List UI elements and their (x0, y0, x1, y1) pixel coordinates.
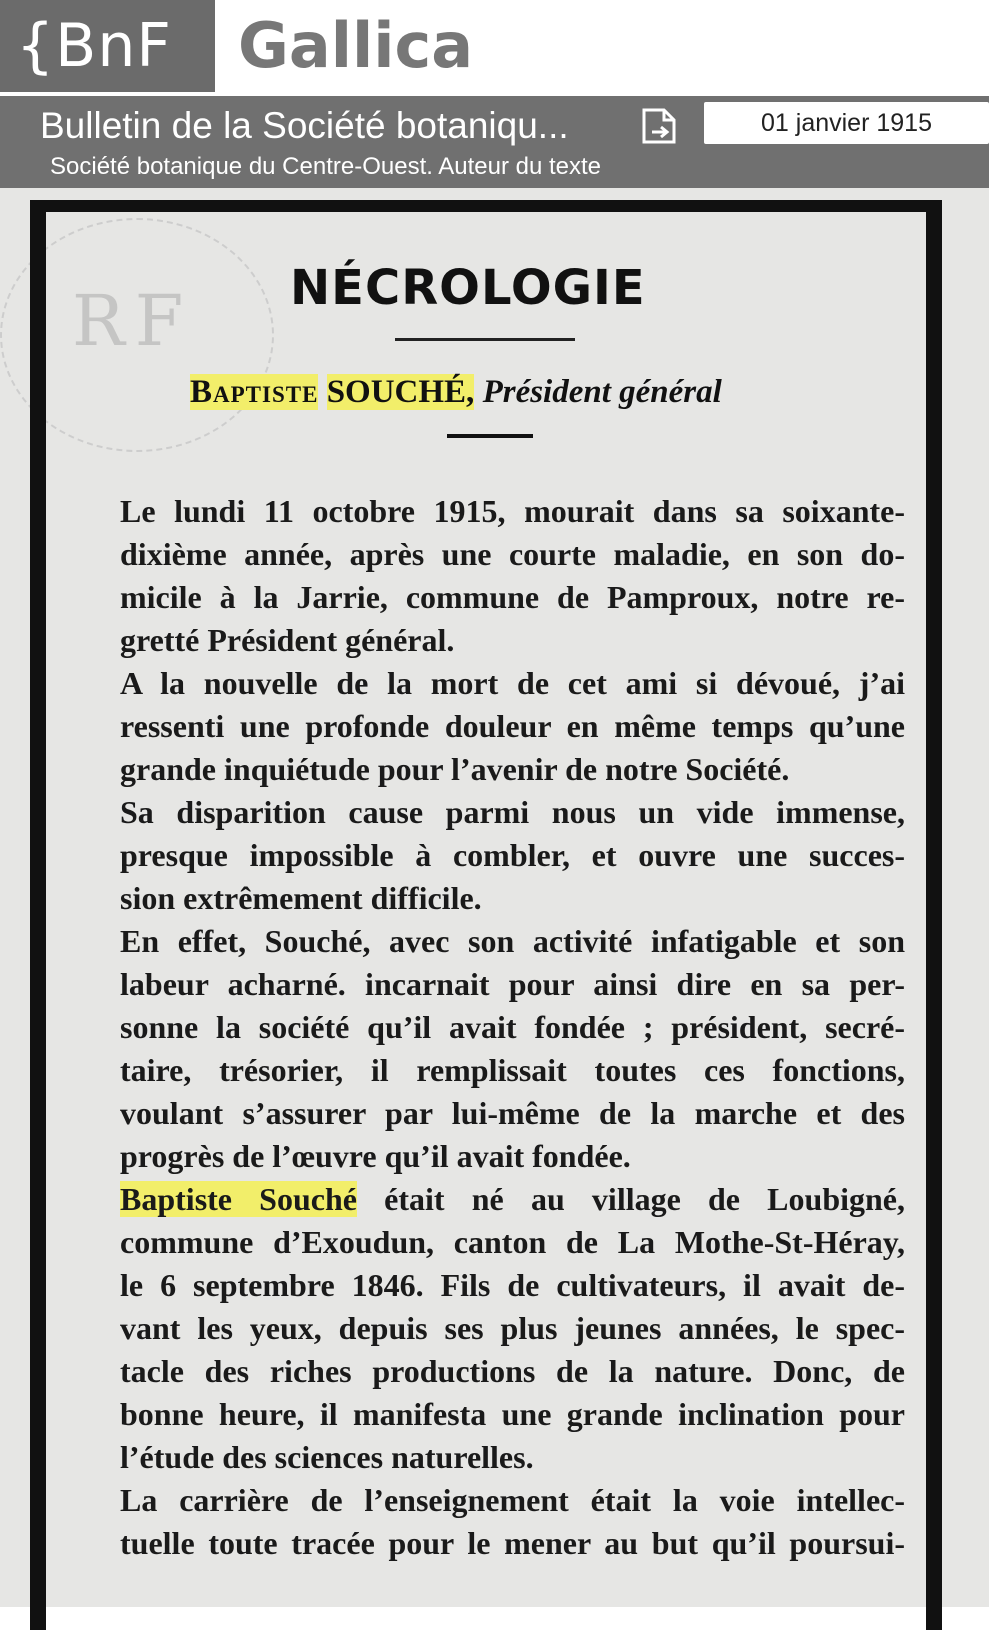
text-line: dixième année, après une courte maladie, en son do- (120, 536, 905, 572)
text-line: presque impossible à combler, et ouvre une succes- (120, 837, 905, 873)
text-line: micile à la Jarrie, commune de Pamproux, notre re- (120, 579, 905, 615)
text-line: Sa disparition cause parmi nous un vide immense, (120, 794, 905, 830)
gallica-logo[interactable]: Gallica (238, 9, 474, 82)
article-body (90, 490, 905, 1565)
text-line: Le lundi 11 octobre 1915, mourait dans sa soixante- (120, 493, 905, 529)
byline-role: Président général (482, 374, 722, 410)
text-line: le 6 septembre 1846. Fils de cultivateurs, il avait de- (120, 1267, 905, 1303)
paragraph (90, 920, 905, 1178)
byline-rule (447, 434, 533, 438)
text-line: voulant s’assurer par lui-même de la marche et des (120, 1095, 905, 1131)
text-line: vant les yeux, depuis ses plus jeunes années, le spec- (120, 1310, 905, 1346)
text-line: gretté Président général. (120, 622, 455, 658)
text-line: La carrière de l’enseignement était la voie intellec- (120, 1482, 905, 1518)
share-page-icon (636, 102, 684, 150)
text-line: tuelle toute tracée pour le mener au but qu’il poursui- (120, 1525, 905, 1561)
text-line: labeur acharné. incarnait pour ainsi dire en sa per- (120, 966, 905, 1002)
stamp-mark: RF (72, 280, 194, 362)
paragraph (90, 1178, 905, 1479)
text-line: commune d’Exoudun, canton de La Mothe-St-Héray, (120, 1224, 905, 1260)
byline-first-name: Baptiste (190, 374, 319, 410)
document-author: Société botanique du Centre-Ouest. Auteur du texte (50, 153, 602, 180)
brand-bar (0, 0, 989, 92)
text-line: Baptiste Souché était né au village de Loubigné, (120, 1181, 906, 1217)
heading-rule (395, 338, 575, 341)
share-page-button[interactable] (636, 102, 684, 150)
text-line: bonne heure, il manifesta une grande inclination pour (120, 1396, 905, 1432)
bnf-logo[interactable]: {BnF (0, 0, 215, 92)
byline-last-name: SOUCHÉ, (326, 374, 475, 410)
text-line: ressenti une profonde douleur en même temps qu’une (120, 708, 905, 744)
paragraph (90, 791, 905, 920)
text-line: A la nouvelle de la mort de cet ami si dévoué, j’ai (120, 665, 905, 701)
text-line: grande inquiétude pour l’avenir de notre Société. (120, 751, 790, 787)
text-line: sonne la société qu’il avait fondée ; président, secré- (120, 1009, 905, 1045)
document-date[interactable]: 01 janvier 1915 (704, 102, 989, 144)
text-line: taire, trésorier, il remplissait toutes ces fonctions, (120, 1052, 905, 1088)
page-heading: NÉCROLOGIE (290, 260, 646, 316)
paragraph (90, 662, 905, 791)
byline (190, 374, 722, 411)
paragraph (90, 1479, 905, 1565)
document-header (0, 96, 989, 188)
document-title[interactable]: Bulletin de la Société botaniqu... (40, 105, 569, 146)
text-line: En effet, Souché, avec son activité infatigable et son (120, 923, 905, 959)
paragraph (90, 490, 905, 662)
text-line: sion extrêmement difficile. (120, 880, 482, 916)
scanned-page (0, 188, 989, 1607)
text-line: progrès de l’œuvre qu’il avait fondée. (120, 1138, 631, 1174)
text-line: l’étude des sciences naturelles. (120, 1439, 534, 1475)
highlighted-name: Baptiste Souché (120, 1181, 357, 1217)
text-line: tacle des riches productions de la nature. Donc, de (120, 1353, 905, 1389)
